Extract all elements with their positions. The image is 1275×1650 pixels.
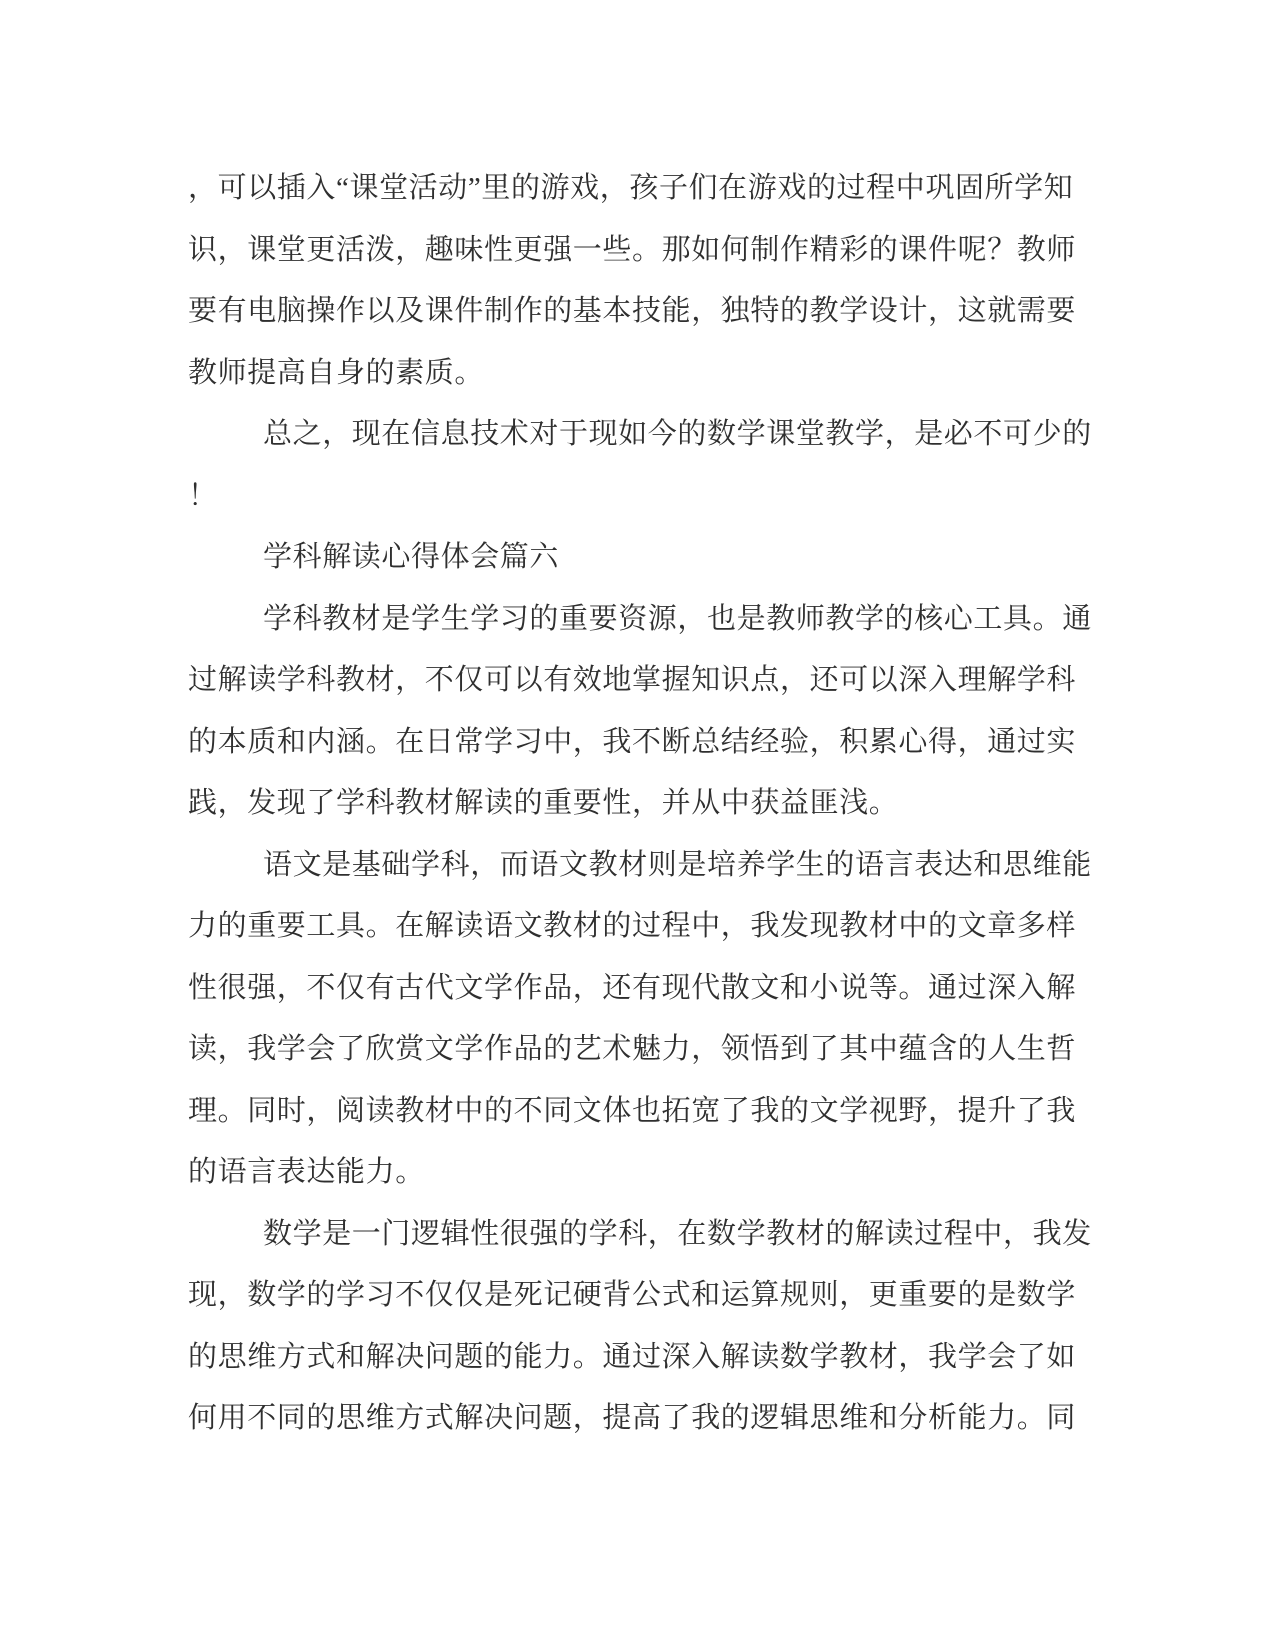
text-line-section-heading: 学科解读心得体会篇六: [263, 541, 560, 573]
text-line: 何用不同的思维方式解决问题，提高了我的逻辑思维和分析能力。同: [188, 1402, 1077, 1434]
text-line: 性很强，不仅有古代文学作品，还有现代散文和小说等。通过深入解: [188, 971, 1077, 1004]
text-line: 的语言表达能力。: [188, 1156, 425, 1188]
text-line: 现，数学的学习不仅仅是死记硬背公式和运算规则，更重要的是数学: [188, 1279, 1077, 1311]
text-line: 践，发现了学科教材解读的重要性，并从中获益匪浅。: [188, 787, 899, 819]
text-line: 识，课堂更活泼，趣味性更强一些。那如何制作精彩的课件呢？教师: [188, 233, 1077, 266]
text-line: ！: [188, 479, 218, 512]
text-line: 理。同时，阅读教材中的不同文体也拓宽了我的文学视野，提升了我: [188, 1094, 1077, 1127]
document-body-text: [188, 158, 1092, 1450]
text-line: 教师提高自身的素质。: [188, 356, 485, 389]
text-line: 总之，现在信息技术对于现如今的数学课堂教学，是必不可少的: [263, 418, 1092, 450]
text-line: 的思维方式和解决问题的能力。通过深入解读数学教材，我学会了如: [188, 1340, 1077, 1373]
text-line: 力的重要工具。在解读语文教材的过程中，我发现教材中的文章多样: [188, 910, 1077, 942]
text-line: 学科教材是学生学习的重要资源，也是教师教学的核心工具。通: [263, 602, 1092, 635]
text-line: 的本质和内涵。在日常学习中，我不断总结经验，积累心得，通过实: [188, 725, 1077, 758]
text-line: 过解读学科教材，不仅可以有效地掌握知识点，还可以深入理解学科: [188, 664, 1077, 696]
text-line: 读，我学会了欣赏文学作品的艺术魅力，领悟到了其中蕴含的人生哲: [188, 1033, 1077, 1065]
text-line: ，可以插入“课堂活动”里的游戏，孩子们在游戏的过程中巩固所学知: [188, 172, 1074, 204]
text-line: 要有电脑操作以及课件制作的基本技能，独特的教学设计，这就需要: [188, 295, 1077, 327]
text-line: 数学是一门逻辑性很强的学科，在数学教材的解读过程中，我发: [263, 1217, 1092, 1250]
text-line: 语文是基础学科，而语文教材则是培养学生的语言表达和思维能: [263, 848, 1092, 881]
